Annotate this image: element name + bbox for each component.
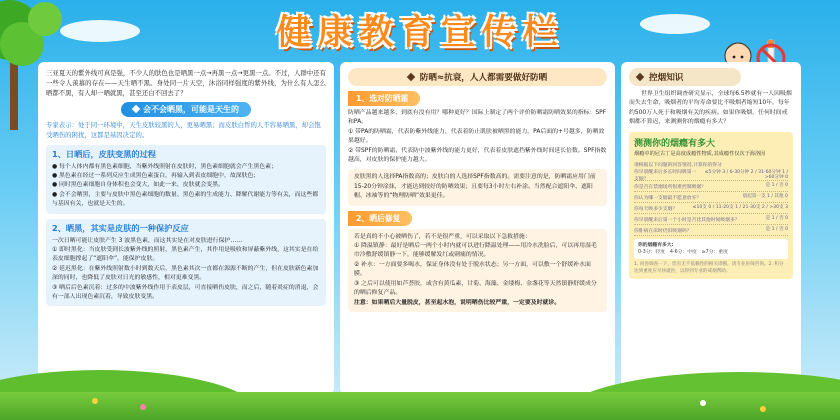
quiz-score-label: 你的烟瘾有多大: [638, 243, 674, 249]
after-sun-tag [348, 211, 412, 226]
choose-sunscreen-tag [348, 91, 420, 106]
quiz-title: 测测你的烟瘾有多大 [634, 138, 716, 149]
quiz-hint: 请根据以下问题的回答情况,计算你的得分 [634, 163, 722, 169]
list-item: ③ 晒后后色素沉着：过多的中波紫外线作用于表皮层，可直接晒伤皮肤，而之后，随着炎症的消退，会有一部人出现色素沉着，导致皮肤变黑。 [52, 284, 319, 301]
flower-decoration [700, 400, 706, 406]
flower-decoration [92, 398, 98, 404]
quiz-question: 你卧病在床时仍旧吸烟吗？ [634, 228, 692, 234]
quiz-question: 你认为哪一支烟最不愿意放弃？ [634, 195, 702, 201]
page-title: 健康教育宣传栏 [276, 13, 564, 53]
list-item: ● 黑色素在经过一系列反应生成黑色素蛋白，再输入到表皮细胞中，故深肤色； [52, 173, 260, 180]
pill-label: 会不会晒黑，可能是天生的 [143, 104, 239, 114]
sunscreen-para: 防晒产品越来越多，到底有没有用？哪种更好？国际上制定了两个评价防晒霜防晒效果的指标：SPF和PA。 [348, 110, 607, 126]
quiz-row [634, 170, 788, 181]
after-sun-note: 注意：如果晒后大量脱皮，甚至起水泡，说明晒伤比较严重，一定要及时就诊。 [354, 299, 561, 306]
quiz-question: 你早晨醒来后第一个小时是否比其他时间吸烟多？ [634, 217, 740, 223]
diamond-icon [636, 73, 644, 81]
addiction-quiz [629, 132, 793, 280]
quiz-note: 1. 问卷调查一下，您有无不依赖性的相关诊断，请专业医师咨询。2. 积分达到重度应尽快就医，以得到专业的戒烟帮助。 [634, 262, 784, 274]
flower-decoration [760, 406, 766, 412]
after-sun-intro: 若是真的不小心被晒伤了，若不是很严重，可以采取以下急救措施： [354, 233, 531, 240]
sunscreen-tip-text: 皮肤黑的人选择PA指数高的；皮肤白的人选择SPF指数高的。需要注意的是，防晒霜应用门前15-20分钟涂抹，才能达到较好的防晒效果；且要每3小时左右补涂。当然配合遮阳伞、遮阳帽、冰袖等的“物理防晒”效果更佳。 [354, 174, 596, 200]
flower-decoration [140, 404, 146, 410]
choose-sunscreen-label: 1、选对防晒霜 [356, 94, 409, 103]
middle-panel [340, 62, 615, 394]
diamond-icon [406, 73, 414, 81]
quiz-options: 是 1 / 否 0 [765, 183, 788, 189]
ground-decoration [0, 392, 840, 420]
tanning-process-title: 1、日晒后，皮肤变黑的过程 [52, 148, 156, 159]
quiz-subtitle: 烟瘾中的尼古丁是高度成瘾性物质,其成瘾性仅次于海洛因 [634, 150, 766, 157]
list-item: ③ 之后可以使用如芦荟胶，或含有黄瓜素、甘菊、海藻、金缕梅、金盏花等天然镇静舒缓成分的晒后修复产品。 [354, 280, 597, 297]
quiz-options: 晨起第一支 1 / 其他 0 [742, 194, 788, 200]
quiz-row [634, 181, 788, 192]
list-item: ② 延迟黑化：在紫外线照射数小时到数天后，黑色素其次一直都在源源不断的产生，但在皮肤新色素加深的同时，也降低了皮肤对日光的敏感性，相对更难变黑。 [52, 265, 319, 282]
sunscreen-para: ② 带SPF的防晒霜，代表防中波紫外线的能力更好，代表着皮肤遮挡紫外线时间延长倍数。SPF指数越高，对皮肤的保护能力越大。 [348, 147, 607, 164]
tan-genetic-pill [121, 102, 251, 117]
quiz-options: 是 1 / 否 0 [765, 227, 788, 233]
tobacco-intro: 世界卫生组织调查研究显示，全球每6.5秒就有一人因吸烟而失去生命，吸烟者的平均寿命要比不吸烟者缩短10年，每年约500万人死于和吸烟有关的疾病。如果你吸烟，任何时间戒烟都不算迟，来测测你的烟瘾有多大？ [629, 91, 792, 126]
list-item: ① 即时黑化：当皮肤受到长波紫外线的照射，黑色素产生，其作用是吸收和屏蔽紫外线，这其实是在给表皮细胞撑起了“遮阳伞”，能保护皮肤。 [52, 247, 319, 263]
quiz-options: ≤5分钟 3 / 6-30分钟 2 / 31-60分钟 1 / >60分钟 0 [704, 169, 788, 181]
quiz-question: 你早晨醒来后多长时间吸第一支烟？ [634, 170, 697, 183]
tanning-process-card [46, 145, 326, 214]
quiz-question: 你每天吸多少支烟？ [634, 206, 678, 212]
tobacco-header-label: 控烟知识 [649, 73, 684, 83]
list-item: ● 每个人体内都有黑色素细胞，当紫外线照射在皮肤时，黑色素细胞就会产生黑色素； [52, 163, 277, 170]
tan-protection-card [46, 219, 326, 307]
after-sun-label: 2、晒后修复 [356, 213, 401, 223]
sunscreen-para: ① 带PA的防晒霜，代表防紫外线能力，代表着防止肌肤被晒黑的能力。PA后面的+号越多，防晒效果越好。 [348, 128, 605, 145]
quiz-score-text: 0-3分：轻度 4-6分：中度 ≥7分：重度 [638, 250, 728, 256]
quiz-row [634, 203, 788, 214]
list-item: ● 同时黑色素细胞自身体积也会变大，如此一来，皮肤就会变黑。 [52, 182, 224, 189]
quiz-options: 是 1 / 否 0 [765, 216, 788, 222]
tree-trunk [10, 60, 18, 130]
expert-text: 专家表示：处于同一环境中，天生皮肤较黑的人，更易晒黑；而皮肤白皙的人不容易晒黑，却会饱受晒伤的困扰，这都是基因决定的。 [46, 120, 321, 139]
pill-row [46, 102, 326, 117]
after-sun-card [348, 229, 607, 312]
tobacco-header [629, 68, 741, 86]
sunscreen-header-label: 防晒≈抗衰，人人都需要做好防晒 [419, 73, 548, 83]
list-item: ① 降温镇静：最好是晒后一两个小时内就可以进行降温处理——用冷水洗脸后，可以再用湿毛巾冷敷舒缓镇静一下，能够缓解发红或刺痛的情况。 [354, 243, 597, 259]
quiz-question: 你是否在禁烟场所很难控制吸烟？ [634, 184, 706, 190]
quiz-row [634, 214, 788, 225]
sunscreen-header [348, 68, 607, 86]
list-item: ② 补水：一方面要多喝水，保证身体没有处于脱水状态；另一方面，可以敷一个舒缓补水面膜。 [354, 261, 591, 278]
left-panel [38, 62, 334, 394]
diamond-icon [132, 105, 140, 113]
quiz-row [634, 225, 788, 236]
quiz-options: ≤10支 0 / 11-20支 1 / 21-30支 2 / >30支 3 [692, 205, 788, 211]
quiz-score-box [634, 239, 788, 259]
intro-text: 三亚夏天的紫外线可真是强，不少人的肤色也是晒黑一点→再黑一点→更黑一点。不过，人群中还有一些令人羡慕的存在——天生晒不黑。身处同一片天空，沐浴同样强度的紫外线，为什么有人怎么晒都不黑，有人却一晒就黑，甚至还白不回去了？ [46, 69, 326, 98]
tan-protection-intro: 一次日晒可能让皮肤产生 3 波黑色素，而这其实是在对皮肤进行保护…… [52, 237, 243, 244]
right-panel [621, 62, 801, 394]
quiz-row [634, 192, 788, 203]
sunscreen-tip-card [348, 169, 607, 205]
tan-protection-title: 2、晒黑，其实是皮肤的一种保护反应 [52, 222, 189, 233]
list-item: ● 会不会晒黑，主要与皮肤中黑色素细胞的数量、黑色素的生成能力、降解代谢能力等有关，而这些都与基因有关，也就是天生的。 [52, 191, 319, 208]
